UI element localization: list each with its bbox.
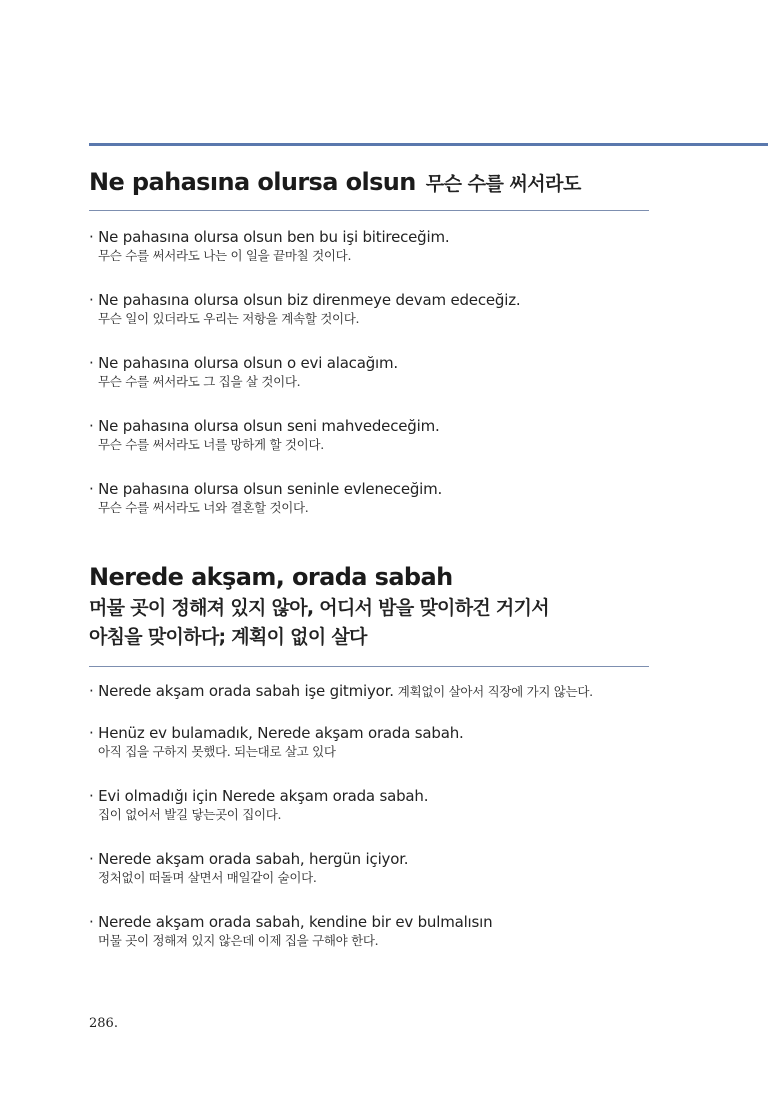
example-row xyxy=(89,681,649,702)
example-turkish: · Nerede akşam orada sabah işe gitmiyor. xyxy=(89,682,394,700)
example-korean: 정처없이 떠돌며 살면서 매일같이 술이다. xyxy=(98,870,317,885)
example-item xyxy=(89,353,649,416)
section-title-turkish: Ne pahasına olursa olsun xyxy=(89,168,416,196)
section-divider xyxy=(89,210,649,211)
section-heading xyxy=(89,563,649,591)
example-item xyxy=(89,849,649,912)
example-item xyxy=(89,912,649,975)
example-item xyxy=(89,290,649,353)
section-heading xyxy=(89,168,649,196)
section-title-korean-line-2: 아침을 맞이하다; 계획이 없이 살다 xyxy=(89,626,367,648)
example-list xyxy=(89,227,649,542)
example-korean: 계획없이 살아서 직장에 가지 않는다. xyxy=(397,684,593,699)
example-list xyxy=(89,681,649,975)
section-title-korean-line-1: 머물 곳이 정해져 있지 않아, 어디서 밤을 맞이하건 거기서 xyxy=(89,597,549,619)
example-turkish: · Nerede akşam orada sabah, kendine bir ev bulmalısın xyxy=(89,913,493,931)
example-item xyxy=(89,416,649,479)
example-turkish: · Evi olmadığı için Nerede akşam orada sabah. xyxy=(89,787,429,805)
example-item xyxy=(89,479,649,542)
example-turkish: · Ne pahasına olursa olsun seninle evleneceğim. xyxy=(89,480,443,498)
example-korean: 아직 집을 구하지 못했다. 되는대로 살고 있다 xyxy=(98,744,336,759)
example-item xyxy=(89,227,649,290)
example-turkish: · Ne pahasına olursa olsun o evi alacağım. xyxy=(89,354,398,372)
example-korean: 집이 없어서 발길 닿는곳이 집이다. xyxy=(98,807,282,822)
example-korean: 무슨 일이 있더라도 우리는 저항을 계속할 것이다. xyxy=(98,311,360,326)
example-korean: 무슨 수를 써서라도 너를 망하게 할 것이다. xyxy=(98,437,324,452)
example-turkish: · Nerede akşam orada sabah, hergün içiyor. xyxy=(89,850,409,868)
example-korean: 무슨 수를 써서라도 나는 이 일을 끝마칠 것이다. xyxy=(98,248,352,263)
section-nerede-aksam xyxy=(89,563,649,975)
example-item xyxy=(89,681,649,723)
example-turkish: · Henüz ev bulamadık, Nerede akşam orada sabah. xyxy=(89,724,464,742)
example-turkish: · Ne pahasına olursa olsun biz direnmeye devam edeceğiz. xyxy=(89,291,521,309)
example-turkish: · Ne pahasına olursa olsun ben bu işi bitireceğim. xyxy=(89,228,450,246)
section-divider xyxy=(89,666,649,667)
example-korean: 머물 곳이 정해져 있지 않은데 이제 집을 구해야 한다. xyxy=(98,933,379,948)
top-rule xyxy=(89,143,768,146)
example-turkish: · Ne pahasına olursa olsun seni mahvedeceğim. xyxy=(89,417,440,435)
section-title-turkish: Nerede akşam, orada sabah xyxy=(89,563,453,591)
page-number: 286. xyxy=(89,1016,118,1031)
section-ne-pahasina xyxy=(89,168,649,542)
example-item xyxy=(89,723,649,786)
example-korean: 무슨 수를 써서라도 그 집을 살 것이다. xyxy=(98,374,301,389)
section-title-korean: 무슨 수를 써서라도 xyxy=(425,173,581,195)
example-item xyxy=(89,786,649,849)
example-korean: 무슨 수를 써서라도 너와 결혼할 것이다. xyxy=(98,500,309,515)
